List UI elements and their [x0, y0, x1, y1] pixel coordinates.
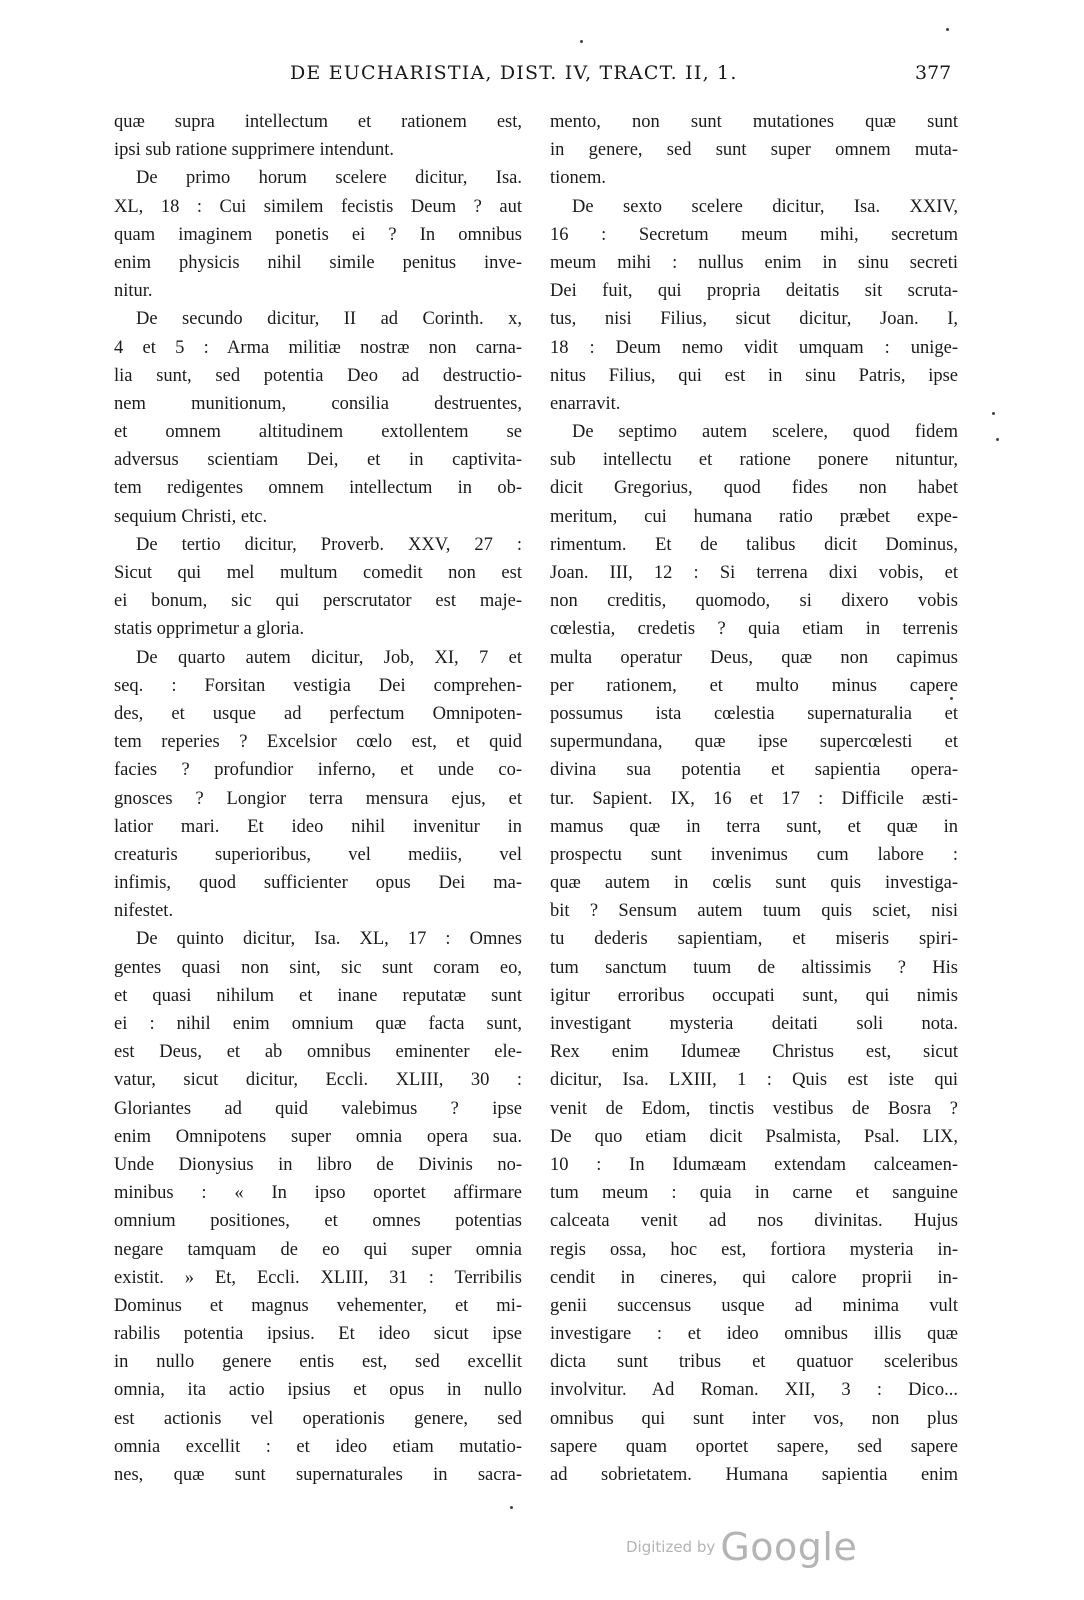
text-line: tem redigentes omnem intellectum in ob-: [114, 478, 522, 499]
text-line: in nullo genere entis est, sed excellit: [114, 1352, 522, 1373]
text-line: meritum, cui humana ratio præbet expe-: [550, 506, 958, 527]
text-line: minibus : « In ipso oportet affirmare: [114, 1183, 522, 1204]
text-line: supermundana, quæ ipse supercœlesti et: [550, 732, 958, 753]
text-line: omnium positiones, et omnes potentias: [114, 1211, 522, 1232]
text-line: dicitur, Isa. LXIII, 1 : Quis est iste qui: [550, 1070, 958, 1091]
text-line: nitus Filius, qui est in sinu Patris, ipse: [550, 365, 958, 386]
text-line: Sicut qui mel multum comedit non est: [114, 563, 522, 583]
text-line: dicit Gregorius, quod fides non habet: [550, 478, 958, 499]
text-line: est actionis vel operationis genere, sed: [114, 1408, 522, 1429]
text-line: omnia, ita actio ipsius et opus in nullo: [114, 1380, 522, 1401]
text-line: cœlestia, credetis ? quia etiam in terrenis: [550, 619, 958, 640]
digitized-watermark: [626, 1525, 857, 1569]
text-line: ad sobrietatem. Humana sapientia enim: [550, 1465, 958, 1485]
text-line: rabilis potentia ipsius. Et ideo sicut ipse: [114, 1324, 522, 1345]
text-line: genii succensus usque ad minima vult: [550, 1295, 958, 1316]
text-line: sequium Christi, etc.: [114, 506, 268, 527]
text-line: De sexto scelere dicitur, Isa. XXIV,: [572, 196, 958, 217]
text-line: Dei fuit, qui propria deitatis sit scruta-: [550, 281, 958, 302]
text-line: 4 et 5 : Arma militiæ nostræ non carna-: [114, 337, 522, 358]
text-line: De quo etiam dicit Psalmista, Psal. LIX,: [550, 1126, 958, 1147]
text-line: De tertio dicitur, Proverb. XXV, 27 :: [136, 534, 522, 555]
text-line: De secundo dicitur, II ad Corinth. x,: [136, 309, 522, 330]
text-line: De quarto autem dicitur, Job, XI, 7 et: [136, 647, 522, 668]
text-line: Unde Dionysius in libro de Divinis no-: [114, 1154, 522, 1175]
scan-speck: [510, 1506, 513, 1509]
text-line: investigant mysteria deitati soli nota.: [550, 1014, 958, 1034]
text-line: quæ supra intellectum et rationem est,: [114, 112, 522, 132]
text-line: omnibus qui sunt inter vos, non plus: [550, 1408, 958, 1429]
text-line: ei : nihil enim omnium quæ facta sunt,: [114, 1014, 522, 1034]
running-title: DE EUCHARISTIA, DIST. IV, TRACT. II, 1.: [290, 62, 738, 84]
text-line: mento, non sunt mutationes quæ sunt: [550, 112, 958, 132]
left-column: [114, 108, 522, 1489]
text-line: gentes quasi non sint, sic sunt coram eo,: [114, 957, 522, 978]
text-line: des, et usque ad perfectum Omnipoten-: [114, 703, 522, 724]
page-number: 377: [915, 62, 952, 84]
text-line: enim physicis nihil simile penitus inve-: [114, 252, 522, 273]
text-line: et quasi nihilum et inane reputatæ sunt: [114, 985, 522, 1006]
text-line: regis ossa, hoc est, fortiora mysteria in-: [550, 1239, 958, 1260]
scan-speck: [950, 697, 953, 700]
text-line: quæ autem in cœlis sunt quis investiga-: [550, 873, 958, 894]
text-line: tu dederis sapientiam, et miseris spiri-: [550, 929, 958, 950]
text-line: De primo horum scelere dicitur, Isa.: [136, 168, 522, 189]
text-line: tum meum : quia in carne et sanguine: [550, 1183, 958, 1204]
text-line: bit ? Sensum autem tuum quis sciet, nisi: [550, 901, 958, 922]
text-line: seq. : Forsitan vestigia Dei comprehen-: [114, 675, 522, 696]
text-line: ei bonum, sic qui perscrutator est maje-: [114, 591, 522, 612]
text-line: lia sunt, sed potentia Deo ad destructio-: [114, 365, 522, 386]
text-line: meum mihi : nullus enim in sinu secreti: [550, 252, 958, 273]
text-line: et omnem altitudinem extollentem se: [114, 422, 522, 443]
text-line: per rationem, et multo minus capere: [550, 675, 958, 696]
text-line: igitur erroribus occupati sunt, qui nimis: [550, 985, 958, 1006]
text-line: 18 : Deum nemo vidit umquam : unige-: [550, 337, 958, 358]
text-line: adversus scientiam Dei, et in captivita-: [114, 450, 522, 471]
text-line: tem reperies ? Excelsior cœlo est, et quid: [114, 732, 522, 753]
text-line: omnia excellit : et ideo etiam mutatio-: [114, 1436, 522, 1457]
text-line: infimis, quod sufficienter opus Dei ma-: [114, 873, 522, 894]
text-line: negare tamquam de eo qui super omnia: [114, 1239, 522, 1260]
text-line: existit. » Et, Eccli. XLIII, 31 : Terribilis: [114, 1267, 522, 1288]
text-line: quam imaginem ponetis ei ? In omnibus: [114, 224, 522, 245]
text-line: Joan. III, 12 : Si terrena dixi vobis, et: [550, 563, 958, 583]
text-line: latior mari. Et ideo nihil invenitur in: [114, 816, 522, 837]
text-line: possumus ista cœlestia supernaturalia et: [550, 703, 958, 724]
text-line: sub intellectu et ratione ponere nituntur,: [550, 450, 958, 471]
scan-speck: [992, 412, 995, 415]
text-line: tus, nisi Filius, sicut dicitur, Joan. I,: [550, 309, 958, 330]
scan-speck: [580, 40, 583, 43]
scan-speck: [996, 438, 999, 441]
text-line: XL, 18 : Cui similem fecistis Deum ? aut: [114, 196, 522, 217]
running-header: [0, 62, 1084, 92]
text-line: nes, quæ sunt supernaturales in sacra-: [114, 1465, 522, 1485]
text-line: nifestet.: [114, 901, 174, 922]
text-line: Gloriantes ad quid valebimus ? ipse: [114, 1098, 522, 1119]
text-line: multa operatur Deus, quæ non capimus: [550, 647, 958, 668]
text-line: De septimo autem scelere, quod fidem: [572, 422, 958, 443]
text-line: nitur.: [114, 281, 153, 302]
text-line: dicta sunt tribus et quatuor sceleribus: [550, 1352, 958, 1373]
scan-speck: [946, 28, 949, 31]
text-line: facies ? profundior inferno, et unde co-: [114, 760, 522, 781]
text-line: tur. Sapient. IX, 16 et 17 : Difficile æsti-: [550, 788, 958, 809]
right-column: [550, 108, 958, 1489]
text-line: divina sua potentia et sapientia opera-: [550, 760, 958, 781]
text-line: calceata venit ad nos divinitas. Hujus: [550, 1211, 958, 1232]
text-line: enim Omnipotens super omnia opera sua.: [114, 1126, 522, 1147]
text-line: De quinto dicitur, Isa. XL, 17 : Omnes: [136, 929, 522, 950]
text-line: in genere, sed sunt super omnem muta-: [550, 140, 958, 161]
text-line: mamus quæ in terra sunt, et quæ in: [550, 816, 958, 837]
text-line: involvitur. Ad Roman. XII, 3 : Dico...: [550, 1380, 958, 1401]
text-line: statis opprimetur a gloria.: [114, 619, 305, 640]
text-line: enarravit.: [550, 393, 621, 414]
text-line: ipsi sub ratione supprimere intendunt.: [114, 140, 395, 161]
text-line: 16 : Secretum meum mihi, secretum: [550, 224, 958, 245]
text-line: vatur, sicut dicitur, Eccli. XLIII, 30 :: [114, 1070, 522, 1091]
text-line: gnosces ? Longior terra mensura ejus, et: [114, 788, 522, 809]
text-line: venit de Edom, tinctis vestibus de Bosra ?: [550, 1098, 958, 1119]
text-line: sapere quam oportet sapere, sed sapere: [550, 1436, 958, 1457]
text-line: investigare : et ideo omnibus illis quæ: [550, 1324, 958, 1345]
watermark-brand: Google: [720, 1525, 858, 1569]
text-line: tionem.: [550, 168, 607, 189]
text-line: est Deus, et ab omnibus eminenter ele-: [114, 1042, 522, 1063]
text-line: non creditis, quomodo, si dixero vobis: [550, 591, 958, 612]
watermark-prefix: Digitized by: [626, 1538, 716, 1556]
text-line: Rex enim Idumeæ Christus est, sicut: [550, 1042, 958, 1063]
text-line: creaturis superioribus, vel mediis, vel: [114, 844, 522, 865]
text-line: rimentum. Et de talibus dicit Dominus,: [550, 534, 958, 555]
text-line: prospectu sunt invenimus cum labore :: [550, 844, 958, 865]
text-line: 10 : In Idumæam extendam calceamen-: [550, 1154, 958, 1175]
text-line: nem munitionum, consilia destruentes,: [114, 393, 522, 414]
text-line: Dominus et magnus vehementer, et mi-: [114, 1295, 522, 1316]
text-line: tum sanctum tuum de altissimis ? His: [550, 957, 958, 978]
text-line: cendit in cineres, qui calore proprii in-: [550, 1267, 958, 1288]
